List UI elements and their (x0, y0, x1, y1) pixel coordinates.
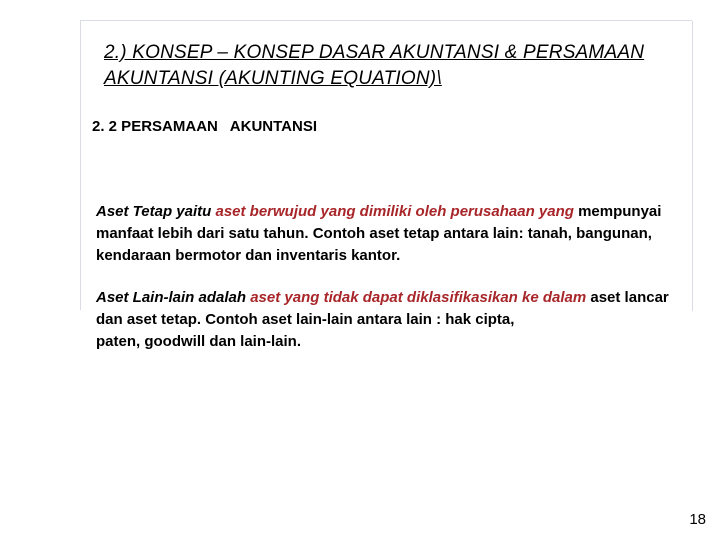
paragraph-aset-lain-last-line: paten, goodwill dan lain-lain. (96, 333, 302, 350)
paragraph-aset-lain-lead: Aset Lain-lain adalah (96, 289, 251, 306)
slide-title: 2.) KONSEP – KONSEP DASAR AKUNTANSI & PERSAMAAN AKUNTANSI (AKUNTING EQUATION)\ (104, 42, 645, 89)
paragraph-aset-lain (96, 287, 696, 353)
page-number: 18 (689, 511, 706, 528)
paragraph-aset-tetap (96, 201, 696, 267)
paragraph-aset-tetap-rest: mempunyai manfaat lebih dari satu tahun. Contoh aset tetap antara lain: tanah, bangunan, kendaraan bermotor dan inventaris kantor. (96, 203, 662, 264)
paragraph-aset-tetap-lead: Aset Tetap yaitu (96, 203, 216, 220)
paragraph-aset-lain-highlight: aset yang tidak dapat diklasifikasikan ke dalam (250, 289, 587, 306)
paragraph-aset-tetap-highlight: aset berwujud yang dimiliki oleh perusahaan yang (215, 203, 574, 220)
paragraph-aset-lain-rest: aset lancar dan aset tetap. Contoh aset lain-lain antara lain : hak cipta, (96, 289, 669, 328)
slide-subtitle: 2. 2 PERSAMAAN AKUNTANSI (92, 118, 318, 135)
